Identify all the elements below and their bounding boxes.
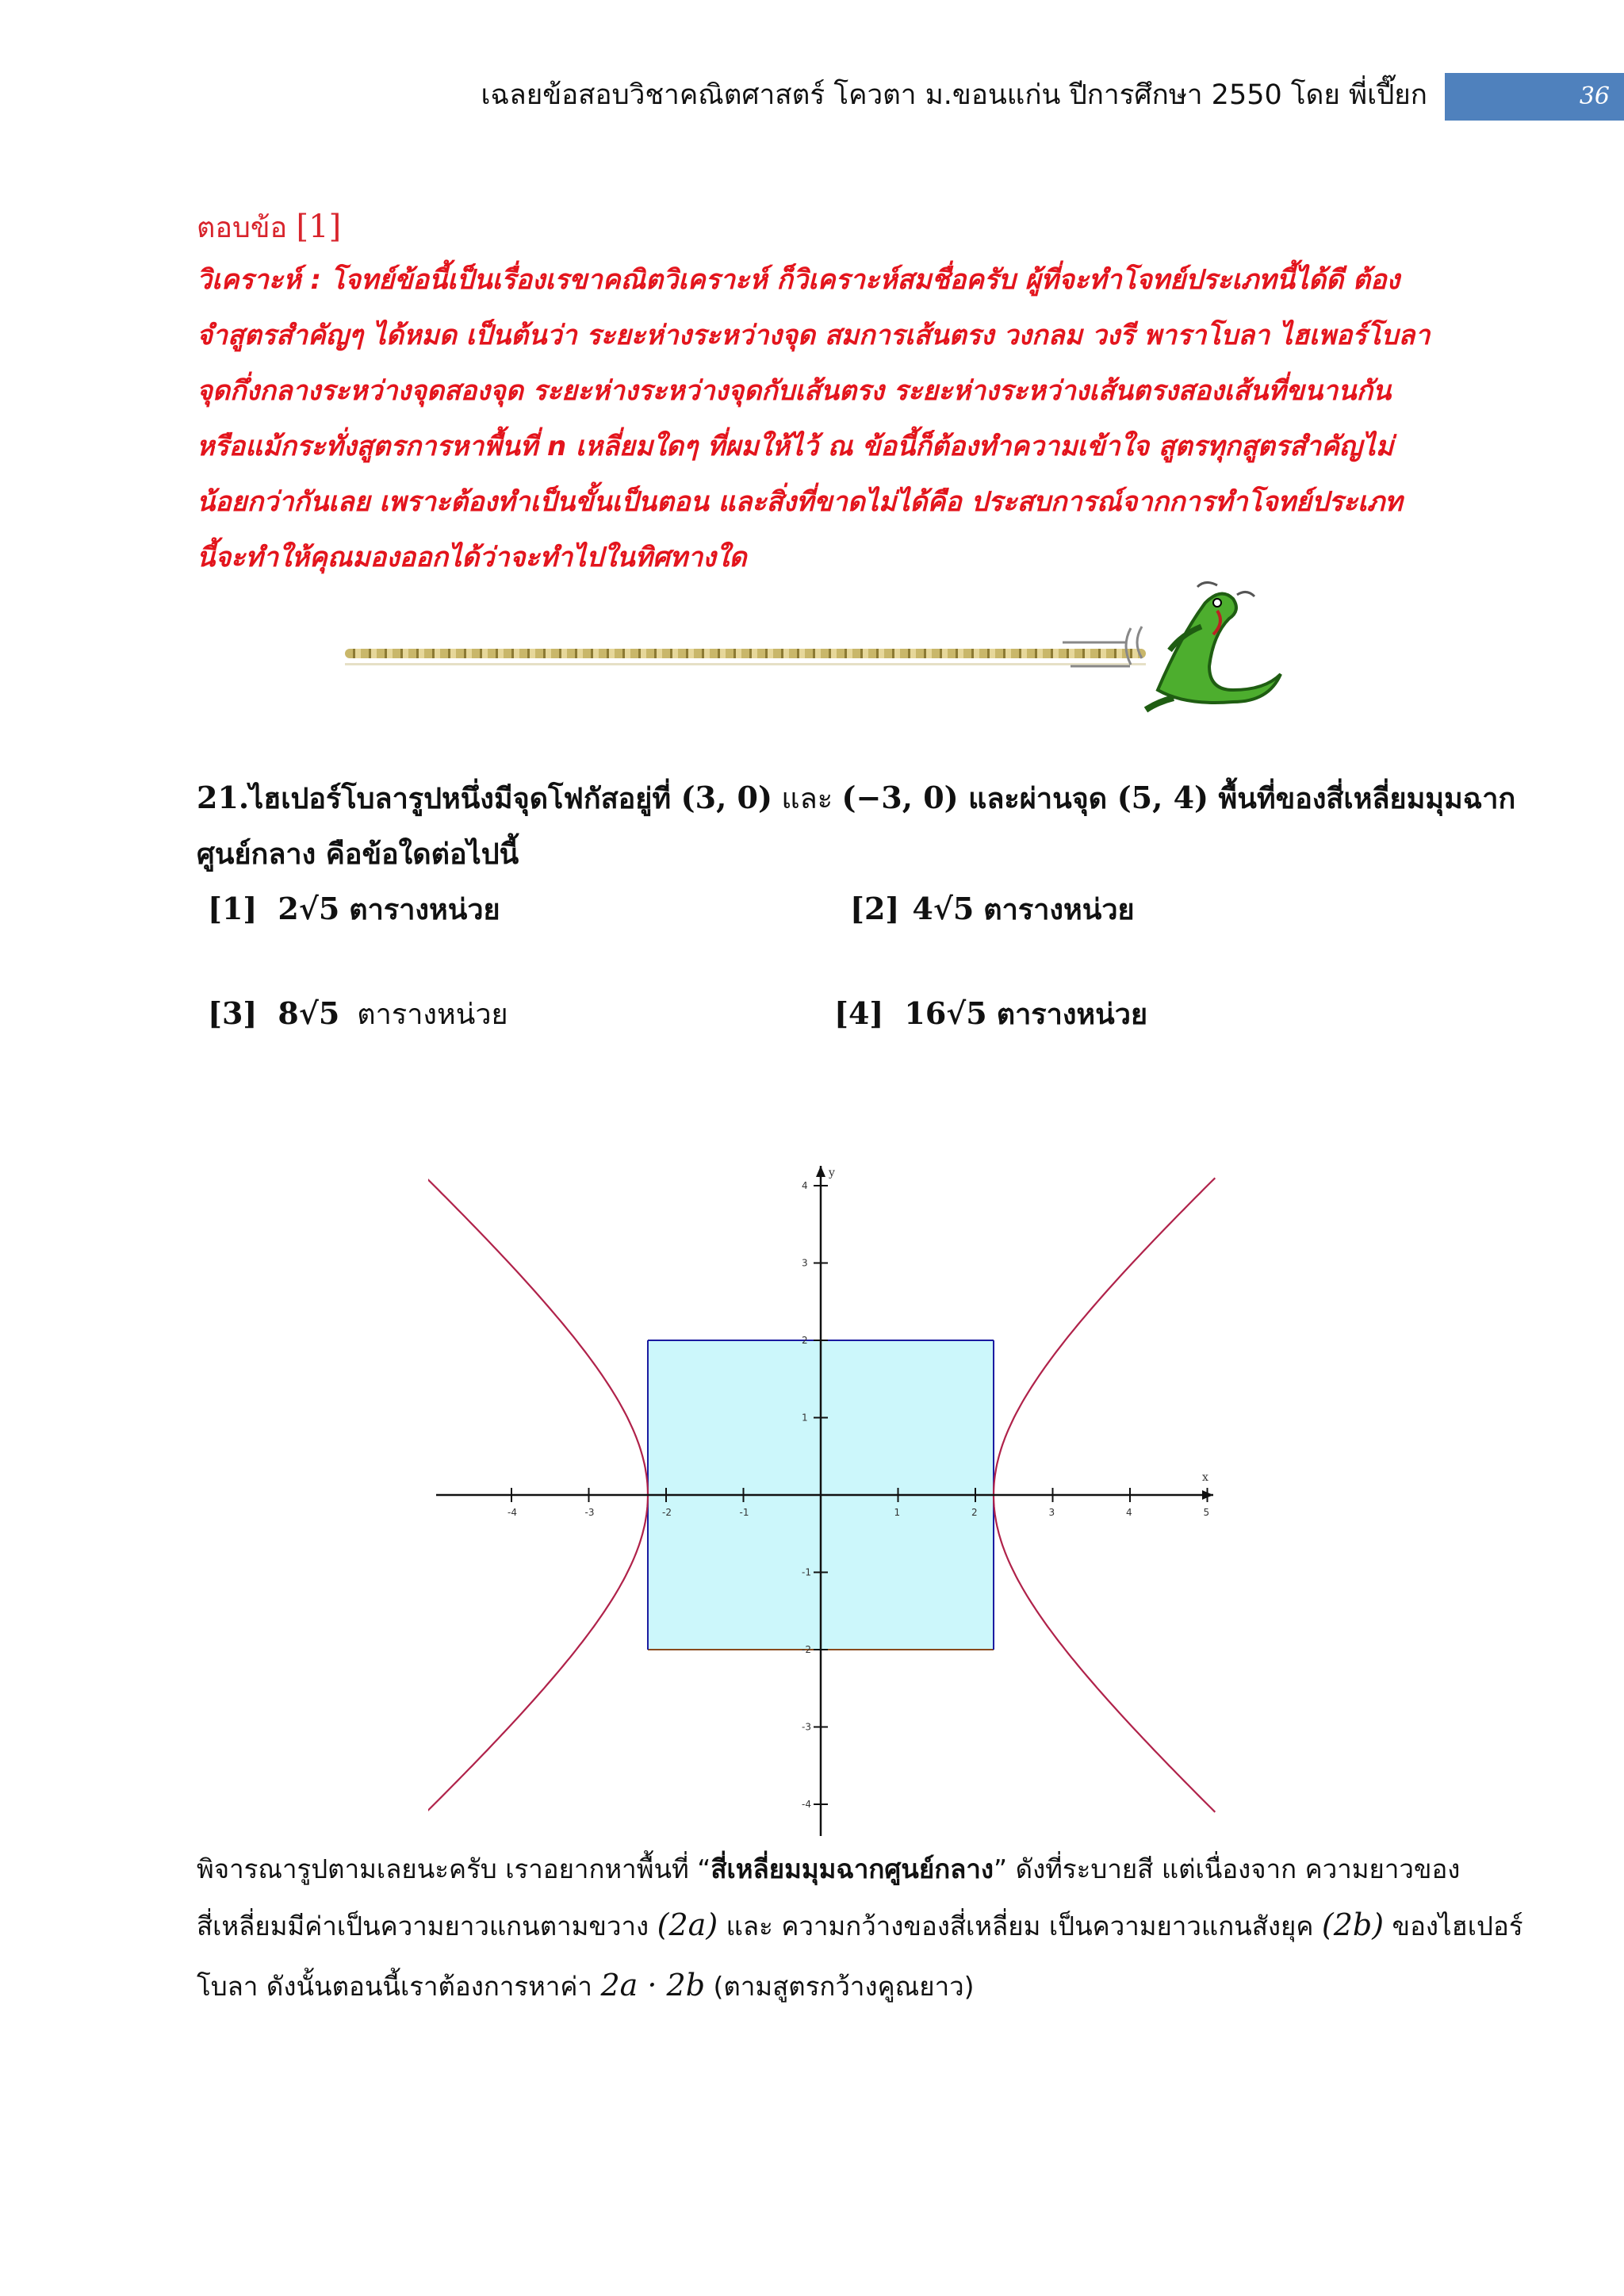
option-number: [1] [208,891,258,926]
explanation-text: และ ความกว้างของสี่เหลี่ยม เป็นความยาวแกนสังยุค [718,1911,1322,1941]
option-number: [3] [208,995,258,1031]
y-axis-arrow [816,1166,825,1177]
option-number: [2] [850,891,900,926]
rope-divider-shadow [345,663,1146,665]
page-number: 36 [1579,82,1610,110]
explanation-text: โบลา ดังนั้นตอนนี้เราต้องการหาค่า [197,1971,601,2002]
option-value: 2√5 [278,891,340,926]
analysis-line: จุดกึ่งกลางระหว่างจุดสองจุด ระยะห่างระหว่างจุดกับเส้นตรง ระยะห่างระหว่างเส้นตรงสองเส้นที่ขนานกัน [197,375,1392,407]
y-axis-label: y [829,1167,835,1179]
question-line-1 [197,776,1515,821]
question-text: และผ่านจุด [958,783,1117,815]
rope-divider [345,649,1146,658]
analysis-line: นี้จะทำให้คุณมองออกได้ว่าจะทำไปในทิศทางใด [197,542,747,573]
x-tick-label: 3 [1048,1507,1055,1518]
x-tick-label: -1 [739,1507,749,1518]
analysis-line: วิเคราะห์ : โจทย์ข้อนี้เป็นเรื่องเรขาคณิตวิเคราะห์ ก็วิเคราะห์สมชื่อครับ ผู้ที่จะทำโจทย์ประเภทนี้ได้ดี ต้อง [197,264,1400,296]
math-2b: (2b) [1321,1907,1385,1942]
explanation-text: ของไฮเปอร์ [1384,1911,1523,1941]
math-product: 2a · 2b [600,1968,706,2003]
conjunction-text: และ [772,783,842,815]
focus-1: (3, 0) [680,780,772,815]
x-tick-label: 5 [1203,1507,1210,1518]
answer-choice: [1] [296,209,342,245]
explanation-line-1 [197,1848,1465,1890]
math-2a: (2a) [657,1907,718,1942]
explanation-text: พิจารณารูปตามเลยนะครับ เราอยากหาพื้นที่ “ [197,1853,711,1884]
option-4 [834,991,1147,1037]
y-tick-label: -1 [802,1566,811,1578]
y-tick-label: -3 [802,1721,811,1733]
explanation-line-2 [197,1905,1523,1947]
option-1 [208,887,500,932]
x-tick-label: -2 [662,1507,672,1518]
point: (5, 4) [1116,780,1208,815]
y-tick-label: 1 [802,1412,808,1424]
y-tick-label: 2 [802,1335,808,1346]
x-tick-label: 4 [1126,1507,1132,1518]
analysis-line: น้อยกว่ากันเลย เพราะต้องทำเป็นขั้นเป็นตอน และสิ่งที่ขาดไม่ได้คือ ประสบการณ์จากการทำโจทย์ประเภท [197,486,1403,518]
explanation-line-3 [197,1965,1465,2007]
explanation-text: ” ดังที่ระบายสี แต่เนื่องจาก ความยาวของ [994,1853,1461,1884]
y-tick-label: 4 [802,1180,808,1191]
lizard-mascot-icon [1055,579,1293,714]
answer-label: ตอบข้อ [197,212,288,244]
option-unit: ตารางหน่วย [349,894,500,926]
explanation-text: (ตามสูตรกว้างคูณยาว) [705,1971,975,2002]
option-value: 8√5 [278,995,340,1031]
x-tick-label: 2 [971,1507,978,1518]
y-tick-label: -2 [802,1644,811,1655]
x-axis-label: x [1202,1471,1208,1484]
x-tick-label: -3 [584,1507,595,1518]
y-tick-label: -4 [802,1799,811,1810]
analysis-line: หรือแม้กระทั่งสูตรการหาพื้นที่ n เหลี่ยมใดๆ ที่ผมให้ไว้ ณ ข้อนี้ก็ต้องทำความเข้าใจ สูตรทุกสูตรสำคัญไม่ [197,431,1394,462]
hyperbola-graph [428,1154,1221,1844]
option-unit: ตารางหน่วย [357,999,508,1031]
question-number: 21. [197,780,250,815]
explanation-emphasis: สี่เหลี่ยมมุมฉากศูนย์กลาง [710,1853,994,1884]
explanation-text: สี่เหลี่ยมมีค่าเป็นความยาวแกนตามขวาง [197,1911,657,1941]
question-line-2: ศูนย์กลาง คือข้อใดต่อไปนี้ [197,838,519,871]
option-3 [208,991,508,1037]
option-unit: ตารางหน่วย [983,894,1135,926]
answer-line [197,205,341,250]
option-value: 4√5 [912,891,975,926]
option-unit: ตารางหน่วย [996,999,1148,1031]
x-tick-label: -4 [508,1507,517,1518]
x-tick-label: 1 [894,1507,901,1518]
page-header-title: เฉลยข้อสอบวิชาคณิตศาสตร์ โควตา ม.ขอนแก่น ปีการศึกษา 2550 โดย พี่เปี๊ยก [481,79,1427,111]
question-text: ไฮเปอร์โบลารูปหนึ่งมีจุดโฟกัสอยู่ที่ [249,783,681,815]
option-value: 16√5 [904,995,987,1031]
option-2 [850,887,1135,932]
option-number: [4] [834,995,884,1031]
focus-2: (−3, 0) [841,780,959,815]
analysis-paragraph [197,252,1434,585]
analysis-line: จำสูตรสำคัญๆ ได้หมด เป็นต้นว่า ระยะห่างระหว่างจุด สมการเส้นตรง วงกลม วงรี พาราโบลา ไฮเพอร์โบลา [197,320,1431,351]
question-text: พื้นที่ของสี่เหลี่ยมมุมฉาก [1208,783,1516,815]
y-tick-label: 3 [802,1257,808,1269]
